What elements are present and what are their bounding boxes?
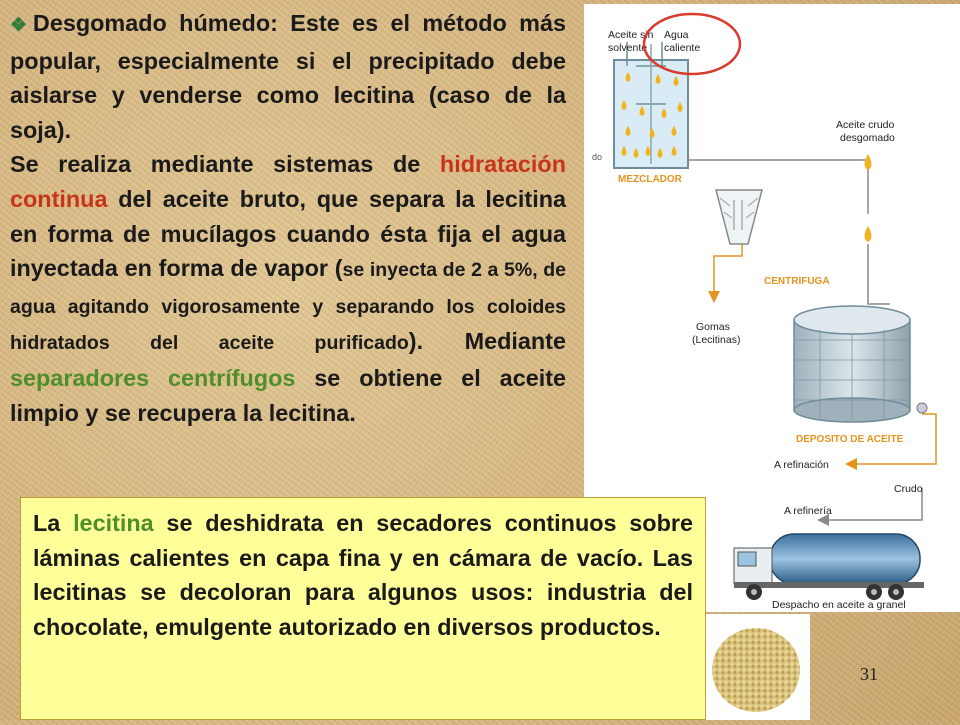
- gums-label-2: (Lecitinas): [692, 334, 741, 346]
- paragraph-intro-text: Este es el método más popular, especialmente si el precipitado debe aislarse y venderse como lecitina (caso de la soja).: [10, 10, 566, 143]
- centrifuge-unit: [716, 190, 762, 244]
- gums-label-1: Gomas: [696, 321, 730, 333]
- process-text-a: Se realiza mediante sistemas de: [10, 151, 440, 178]
- to-refinery-label: A refinería: [784, 505, 832, 517]
- oil-drop-icon: [865, 154, 872, 170]
- crude-degummed-label-2: desgomado: [840, 132, 895, 144]
- oil-tank-label: DEPOSITO DE ACEITE: [796, 434, 904, 445]
- lecithin-note-text: [33, 506, 693, 644]
- crude-degummed-label-1: Aceite crudo: [836, 119, 895, 131]
- main-text-block: [10, 6, 566, 430]
- lecithin-note-box: [20, 497, 706, 720]
- process-detail-small: se inyecta de 2 a 5%, de agua agitando vigorosamente y separando los coloides hidratados del aceite purificado: [10, 259, 567, 355]
- note-text-a: La: [33, 510, 74, 536]
- oil-without-solvent-label-1: Aceite sin: [608, 29, 654, 41]
- diamond-bullet-icon: ❖: [10, 15, 33, 36]
- paragraph-process: [10, 147, 566, 430]
- gums-flow-arrow: [714, 244, 742, 300]
- oil-without-solvent-label-2: solvente: [608, 42, 648, 54]
- page-number: 31: [860, 664, 878, 684]
- clipped-label-fragment: do: [592, 152, 603, 162]
- to-refining-label: A refinación: [774, 459, 829, 471]
- pipe-mixer-outlet: [688, 160, 868, 180]
- hot-water-label-1: Agua: [664, 29, 689, 41]
- paragraph-intro: [10, 6, 566, 147]
- process-text-c: ). Mediante: [408, 328, 566, 355]
- process-text-b: del aceite bruto, que separa la lecitina en forma de mucílagos cuando ésta fija el agua inyectada en forma de vapor (: [10, 185, 566, 282]
- oil-storage-tank: [794, 306, 927, 422]
- oil-drop-icon-2: [865, 226, 872, 242]
- highlight-continuous-hydration: hidratación continua: [10, 151, 566, 212]
- crude-label: Crudo: [894, 483, 923, 495]
- process-text-d: se obtiene el aceite limpio y se recupera la lecitina.: [10, 364, 567, 426]
- bulk-dispatch-label: Despacho en aceite a granel: [772, 599, 906, 611]
- note-text-b: se deshidrata en secadores continuos sobre láminas calientes en capa fina y en cámara de vacío. Las lecitinas se decoloran para algunos usos: industria del chocolate, emulgente autorizado en diversos productos.: [33, 510, 693, 640]
- hot-water-label-2: caliente: [664, 42, 701, 54]
- lecithin-granules-photo: [706, 614, 810, 720]
- centrifuge-label: CENTRIFUGA: [764, 276, 830, 287]
- to-refinery-arrow: [820, 504, 922, 520]
- tanker-truck-icon: [734, 534, 924, 600]
- mixer-label: MEZCLADOR: [618, 174, 682, 185]
- pipe-to-tank: [868, 244, 890, 304]
- highlight-lecithin: lecitina: [73, 510, 154, 536]
- highlight-centrifugal-separators: separadores centrífugos: [10, 364, 296, 391]
- section-title: Desgomado húmedo:: [32, 10, 278, 36]
